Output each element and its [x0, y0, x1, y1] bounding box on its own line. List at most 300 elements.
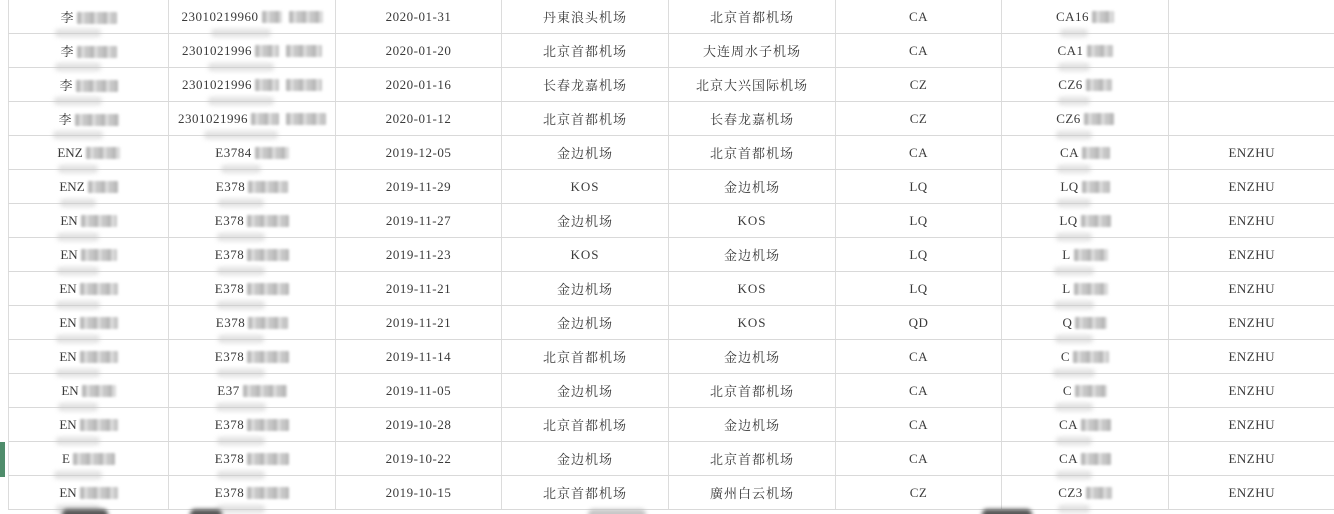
redacted-text — [88, 181, 118, 193]
cell-text: QD — [908, 314, 929, 330]
cell-departure-airport[interactable] — [502, 476, 669, 510]
redacted-text — [247, 487, 289, 499]
cell-document-number[interactable] — [169, 442, 336, 476]
redacted-text-partial — [588, 509, 646, 514]
redacted-text — [248, 181, 288, 193]
cell-text: CZ — [909, 76, 928, 92]
redacted-text — [247, 419, 289, 431]
cell-document-number[interactable] — [169, 68, 336, 102]
cell-arrival-airport[interactable] — [669, 272, 836, 306]
redacted-text — [77, 12, 117, 24]
cell-text: 2019-11-21 — [385, 280, 452, 296]
cell-text: C — [1062, 382, 1073, 398]
cell-text: 23010219960 — [181, 8, 259, 24]
redacted-text — [80, 351, 118, 363]
redacted-text — [1074, 283, 1108, 295]
redaction-bleed — [217, 505, 265, 513]
table-row — [9, 408, 1334, 442]
cell-text: 李 — [58, 112, 72, 127]
cell-text: 2019-10-15 — [385, 484, 452, 500]
cell-text: E378 — [214, 484, 245, 500]
cell-passenger-name[interactable] — [9, 306, 169, 340]
cell-text: E378 — [215, 314, 246, 330]
redacted-text-partial — [982, 509, 1032, 514]
cell-passenger-name-latin[interactable] — [1169, 170, 1334, 204]
redacted-text — [286, 113, 326, 125]
redacted-text — [76, 80, 118, 92]
cell-text: 北京首都机场 — [709, 146, 794, 161]
cell-flight-number[interactable] — [1002, 272, 1169, 306]
table-row — [9, 34, 1334, 68]
cell-arrival-airport[interactable] — [669, 340, 836, 374]
cell-text: 2301021996 — [182, 76, 252, 92]
cell-text: CA — [908, 348, 929, 364]
cell-departure-airport[interactable] — [502, 0, 669, 34]
cell-text: E — [62, 450, 70, 466]
cell-text: CA — [908, 144, 929, 160]
table-row — [9, 68, 1334, 102]
cell-text: 金边机场 — [556, 214, 613, 229]
redacted-text — [1081, 453, 1111, 465]
table-row — [9, 374, 1334, 408]
cell-text: E378 — [214, 348, 245, 364]
cell-arrival-airport[interactable] — [669, 136, 836, 170]
redacted-text — [1075, 317, 1107, 329]
cell-arrival-airport[interactable] — [669, 170, 836, 204]
cell-passenger-name[interactable] — [9, 272, 169, 306]
cell-text: 2020-01-16 — [385, 76, 452, 92]
table-row — [9, 442, 1334, 476]
cell-flight-number[interactable] — [1002, 102, 1169, 136]
cell-departure-airport[interactable] — [502, 306, 669, 340]
cell-text: 北京首都机场 — [542, 112, 627, 127]
redacted-text — [82, 385, 116, 397]
cell-flight-date[interactable] — [336, 442, 502, 476]
cell-airline-code[interactable] — [836, 204, 1002, 238]
cell-document-number[interactable] — [169, 374, 336, 408]
redacted-text — [1084, 113, 1114, 125]
cell-departure-airport[interactable] — [502, 34, 669, 68]
cell-text: 2020-01-20 — [385, 42, 452, 58]
table-row — [9, 204, 1334, 238]
cell-arrival-airport[interactable] — [669, 0, 836, 34]
cell-arrival-airport[interactable] — [669, 306, 836, 340]
cell-airline-code[interactable] — [836, 34, 1002, 68]
cell-flight-number[interactable] — [1002, 0, 1169, 34]
cell-airline-code[interactable] — [836, 170, 1002, 204]
cell-text: 金边机场 — [556, 384, 613, 399]
cell-departure-airport[interactable] — [502, 374, 669, 408]
cell-text: L — [1062, 246, 1071, 262]
cell-text: CZ6 — [1056, 110, 1081, 126]
cell-text: 2019-11-14 — [385, 348, 452, 364]
cell-text: 金边机场 — [556, 282, 613, 297]
cell-text: CA — [908, 8, 929, 24]
cell-passenger-name-latin[interactable] — [1169, 408, 1334, 442]
redacted-text — [255, 45, 279, 57]
cell-passenger-name[interactable] — [9, 374, 169, 408]
cell-text: ENZHU — [1228, 484, 1276, 500]
cell-text: ENZ — [59, 178, 85, 194]
cell-flight-date[interactable] — [336, 0, 502, 34]
cell-flight-date[interactable] — [336, 238, 502, 272]
cell-text: CA — [1058, 450, 1079, 466]
cell-flight-date[interactable] — [336, 374, 502, 408]
redacted-text — [1087, 45, 1113, 57]
cell-text: 2019-12-05 — [385, 144, 452, 160]
cell-departure-airport[interactable] — [502, 204, 669, 238]
cell-document-number[interactable] — [169, 340, 336, 374]
redacted-text — [86, 147, 120, 159]
cell-airline-code[interactable] — [836, 476, 1002, 510]
cell-passenger-name-latin[interactable] — [1169, 68, 1334, 102]
redacted-text — [80, 317, 118, 329]
cell-arrival-airport[interactable] — [669, 374, 836, 408]
cell-text: CA — [908, 382, 929, 398]
cell-text: 金边机场 — [556, 452, 613, 467]
cell-passenger-name-latin[interactable] — [1169, 204, 1334, 238]
cell-text: 2020-01-31 — [385, 8, 452, 24]
cell-text: E37 — [217, 382, 240, 398]
cell-document-number[interactable] — [169, 408, 336, 442]
cell-departure-airport[interactable] — [502, 408, 669, 442]
cell-text: 2019-10-28 — [385, 416, 452, 432]
redacted-text — [251, 113, 279, 125]
cell-passenger-name[interactable] — [9, 136, 169, 170]
redacted-text — [255, 147, 289, 159]
cell-flight-date[interactable] — [336, 306, 502, 340]
cell-passenger-name[interactable] — [9, 408, 169, 442]
cell-passenger-name-latin[interactable] — [1169, 34, 1334, 68]
cell-flight-date[interactable] — [336, 68, 502, 102]
cell-document-number[interactable] — [169, 306, 336, 340]
cell-document-number[interactable] — [169, 170, 336, 204]
cell-document-number[interactable] — [169, 272, 336, 306]
cell-flight-number[interactable] — [1002, 204, 1169, 238]
table-row — [9, 0, 1334, 34]
cell-text: 2019-11-21 — [385, 314, 452, 330]
cell-flight-number[interactable] — [1002, 408, 1169, 442]
cell-text: 金边机场 — [723, 418, 780, 433]
cell-passenger-name[interactable] — [9, 68, 169, 102]
redacted-text — [247, 453, 289, 465]
cell-passenger-name[interactable] — [9, 102, 169, 136]
cell-airline-code[interactable] — [836, 136, 1002, 170]
redacted-text — [262, 11, 282, 23]
redacted-text — [1073, 351, 1109, 363]
cell-passenger-name[interactable] — [9, 340, 169, 374]
cell-flight-number[interactable] — [1002, 34, 1169, 68]
cell-text: 长春龙嘉机场 — [542, 78, 627, 93]
cell-airline-code[interactable] — [836, 374, 1002, 408]
cell-arrival-airport[interactable] — [669, 442, 836, 476]
row-marker — [0, 442, 5, 477]
redacted-text — [248, 317, 288, 329]
cell-departure-airport[interactable] — [502, 136, 669, 170]
table-row — [9, 170, 1334, 204]
cell-passenger-name-latin[interactable] — [1169, 340, 1334, 374]
cell-text: 北京首都机场 — [542, 350, 627, 365]
cell-flight-date[interactable] — [336, 102, 502, 136]
cell-flight-number[interactable] — [1002, 442, 1169, 476]
cell-flight-date[interactable] — [336, 136, 502, 170]
cell-flight-date[interactable] — [336, 170, 502, 204]
cell-flight-date[interactable] — [336, 408, 502, 442]
cell-text: ENZHU — [1228, 212, 1276, 228]
cell-airline-code[interactable] — [836, 442, 1002, 476]
cell-text: 北京首都机场 — [542, 44, 627, 59]
cell-document-number[interactable] — [169, 136, 336, 170]
cell-flight-date[interactable] — [336, 476, 502, 510]
redacted-text — [286, 79, 322, 91]
redacted-text — [1082, 147, 1110, 159]
cell-text: ENZHU — [1228, 450, 1276, 466]
cell-text: 北京首都机场 — [709, 384, 794, 399]
cell-text: 北京首都机场 — [709, 452, 794, 467]
redacted-text — [247, 249, 289, 261]
redacted-text — [247, 283, 289, 295]
cell-flight-date[interactable] — [336, 34, 502, 68]
cell-text: KOS — [737, 314, 767, 330]
cell-airline-code[interactable] — [836, 238, 1002, 272]
cell-text: KOS — [570, 178, 600, 194]
cell-text: CZ — [909, 110, 928, 126]
cell-text: EN — [59, 348, 77, 364]
table-row — [9, 272, 1334, 306]
cell-flight-date[interactable] — [336, 340, 502, 374]
cell-text: EN — [59, 280, 77, 296]
redacted-text — [289, 11, 323, 23]
cell-departure-airport[interactable] — [502, 170, 669, 204]
cell-passenger-name[interactable] — [9, 170, 169, 204]
cell-text: CZ6 — [1058, 76, 1083, 92]
cell-passenger-name[interactable] — [9, 238, 169, 272]
cell-arrival-airport[interactable] — [669, 408, 836, 442]
cell-text: 2019-11-29 — [385, 178, 452, 194]
cell-text: 李 — [59, 78, 73, 93]
cell-text: E378 — [215, 178, 246, 194]
cell-arrival-airport[interactable] — [669, 68, 836, 102]
cell-airline-code[interactable] — [836, 272, 1002, 306]
cell-text: E378 — [214, 450, 245, 466]
cell-text: Q — [1062, 314, 1073, 330]
cell-text: L — [1062, 280, 1071, 296]
cell-text: EN — [60, 212, 78, 228]
cell-text: C — [1060, 348, 1071, 364]
cell-passenger-name-latin[interactable] — [1169, 476, 1334, 510]
cell-flight-number[interactable] — [1002, 170, 1169, 204]
cell-text: 金边机场 — [723, 350, 780, 365]
cell-text: ENZHU — [1228, 314, 1276, 330]
table-row — [9, 340, 1334, 374]
cell-text: 2019-11-05 — [385, 382, 452, 398]
cell-flight-number[interactable] — [1002, 238, 1169, 272]
redacted-text-partial — [62, 509, 108, 514]
cell-text: 丹東浪头机场 — [542, 10, 627, 25]
cell-flight-number[interactable] — [1002, 340, 1169, 374]
redacted-text — [80, 283, 118, 295]
cell-flight-number[interactable] — [1002, 306, 1169, 340]
cell-arrival-airport[interactable] — [669, 204, 836, 238]
cell-passenger-name-latin[interactable] — [1169, 442, 1334, 476]
cell-document-number[interactable] — [169, 102, 336, 136]
cell-arrival-airport[interactable] — [669, 238, 836, 272]
redacted-text — [77, 46, 117, 58]
cell-document-number[interactable] — [169, 0, 336, 34]
cell-departure-airport[interactable] — [502, 442, 669, 476]
cell-text: 2019-11-23 — [385, 246, 452, 262]
cell-text: EN — [61, 382, 79, 398]
cell-text: ENZHU — [1228, 348, 1276, 364]
cell-text: CA — [908, 42, 929, 58]
cell-airline-code[interactable] — [836, 340, 1002, 374]
cell-text: CA1 — [1057, 42, 1084, 58]
cell-text: 长春龙嘉机场 — [709, 112, 794, 127]
cell-flight-number[interactable] — [1002, 136, 1169, 170]
redacted-text — [1092, 11, 1114, 23]
cell-text: CZ — [909, 484, 928, 500]
cell-document-number[interactable] — [169, 204, 336, 238]
cell-text: 金边机场 — [723, 180, 780, 195]
table-row — [9, 238, 1334, 272]
cell-text: CA — [908, 416, 929, 432]
redacted-text — [243, 385, 287, 397]
cell-passenger-name[interactable] — [9, 0, 169, 34]
redacted-text — [80, 419, 118, 431]
cell-document-number[interactable] — [169, 34, 336, 68]
cell-text: EN — [59, 314, 77, 330]
cell-arrival-airport[interactable] — [669, 102, 836, 136]
cell-document-number[interactable] — [169, 476, 336, 510]
cell-passenger-name[interactable] — [9, 442, 169, 476]
redacted-text — [247, 215, 289, 227]
cell-text: LQ — [1059, 212, 1078, 228]
redacted-text — [80, 487, 118, 499]
cell-text: CZ3 — [1058, 484, 1083, 500]
cell-text: LQ — [909, 212, 928, 228]
redacted-text — [255, 79, 279, 91]
cell-text: ENZHU — [1228, 178, 1276, 194]
cell-airline-code[interactable] — [836, 306, 1002, 340]
redacted-text — [81, 215, 117, 227]
cell-passenger-name-latin[interactable] — [1169, 238, 1334, 272]
cell-flight-number[interactable] — [1002, 476, 1169, 510]
cell-departure-airport[interactable] — [502, 272, 669, 306]
redacted-text — [1075, 385, 1107, 397]
redacted-text — [286, 45, 322, 57]
cell-text: EN — [60, 246, 78, 262]
cell-text: 2020-01-12 — [385, 110, 452, 126]
cell-departure-airport[interactable] — [502, 340, 669, 374]
redacted-text — [1081, 419, 1111, 431]
cell-text: LQ — [909, 246, 928, 262]
redacted-text — [1074, 249, 1108, 261]
cell-passenger-name-latin[interactable] — [1169, 306, 1334, 340]
cell-passenger-name[interactable] — [9, 204, 169, 238]
cell-arrival-airport[interactable] — [669, 34, 836, 68]
cell-airline-code[interactable] — [836, 408, 1002, 442]
cell-text: KOS — [737, 280, 767, 296]
cell-text: EN — [59, 416, 77, 432]
cell-text: 北京首都机场 — [709, 10, 794, 25]
cell-airline-code[interactable] — [836, 0, 1002, 34]
redacted-text-partial — [190, 509, 222, 514]
cell-passenger-name-latin[interactable] — [1169, 136, 1334, 170]
table-row — [9, 306, 1334, 340]
cell-text: 金边机场 — [556, 316, 613, 331]
cell-text: 2019-11-27 — [385, 212, 452, 228]
cell-text: E378 — [214, 416, 245, 432]
cell-text: CA — [908, 450, 929, 466]
cell-text: 廣州白云机场 — [709, 486, 794, 501]
cell-passenger-name-latin[interactable] — [1169, 374, 1334, 408]
cell-passenger-name-latin[interactable] — [1169, 272, 1334, 306]
cell-text: LQ — [909, 178, 928, 194]
redacted-text — [81, 249, 117, 261]
table-row — [9, 102, 1334, 136]
cell-arrival-airport[interactable] — [669, 476, 836, 510]
cell-text: ENZ — [57, 144, 83, 160]
cell-text: ENZHU — [1228, 280, 1276, 296]
cell-text: KOS — [570, 246, 600, 262]
cell-flight-number[interactable] — [1002, 68, 1169, 102]
cell-flight-date[interactable] — [336, 204, 502, 238]
table-row — [9, 136, 1334, 170]
table-row — [9, 476, 1334, 510]
cell-text: 李 — [60, 10, 74, 25]
cell-flight-number[interactable] — [1002, 374, 1169, 408]
cell-text: 金边机场 — [556, 146, 613, 161]
cell-document-number[interactable] — [169, 238, 336, 272]
cell-text: E378 — [214, 246, 245, 262]
cell-flight-date[interactable] — [336, 272, 502, 306]
cell-passenger-name[interactable] — [9, 34, 169, 68]
cell-text: 大连周水子机场 — [702, 44, 801, 59]
cell-passenger-name-latin[interactable] — [1169, 0, 1334, 34]
cell-text: 金边机场 — [723, 248, 780, 263]
cell-text: EN — [59, 484, 77, 500]
cell-passenger-name-latin[interactable] — [1169, 102, 1334, 136]
redacted-text — [1086, 487, 1112, 499]
cell-text: 北京首都机场 — [542, 486, 627, 501]
cell-text: CA16 — [1055, 8, 1090, 24]
cell-text: E378 — [214, 280, 245, 296]
cell-departure-airport[interactable] — [502, 102, 669, 136]
cell-departure-airport[interactable] — [502, 238, 669, 272]
cell-text: ENZHU — [1228, 382, 1276, 398]
cell-text: ENZHU — [1228, 246, 1276, 262]
cell-departure-airport[interactable] — [502, 68, 669, 102]
cell-text: KOS — [737, 212, 767, 228]
redacted-text — [247, 351, 289, 363]
cell-text: ENZHU — [1228, 416, 1276, 432]
cell-text: 李 — [60, 44, 74, 59]
cell-text: E3784 — [215, 144, 252, 160]
cell-text: 2019-10-22 — [385, 450, 452, 466]
cell-airline-code[interactable] — [836, 68, 1002, 102]
cell-passenger-name[interactable] — [9, 476, 169, 510]
cell-text: ENZHU — [1228, 144, 1276, 160]
redacted-text — [1082, 181, 1110, 193]
redacted-text — [75, 114, 119, 126]
redaction-bleed — [1058, 505, 1090, 513]
cell-text: LQ — [909, 280, 928, 296]
redacted-text — [73, 453, 115, 465]
cell-airline-code[interactable] — [836, 102, 1002, 136]
cell-text: LQ — [1060, 178, 1079, 194]
flight-records-table — [8, 0, 1334, 510]
cell-text: 2301021996 — [182, 42, 252, 58]
